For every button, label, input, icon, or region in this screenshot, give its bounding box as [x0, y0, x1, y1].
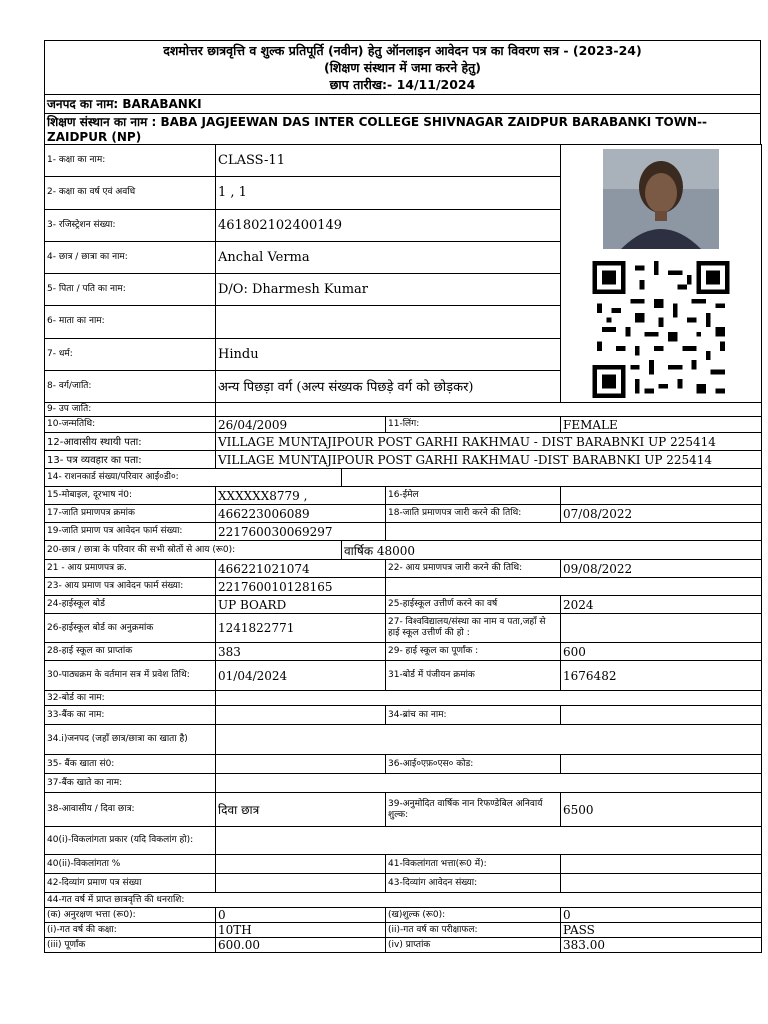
- field-value: PASS: [561, 923, 762, 938]
- field-label: 20-छात्र / छात्रा के परिवार की सभी स्रोतों से आय (रू0):: [45, 541, 342, 560]
- field-value: VILLAGE MUNTAJIPOUR POST GARHI RAKHMAU -DIST BARABNKI UP 225414: [216, 451, 762, 469]
- field-value: [561, 855, 762, 874]
- table-row: [45, 541, 762, 560]
- table-row: [45, 755, 762, 774]
- field-value: 01/04/2024: [216, 661, 386, 691]
- table-row: [45, 451, 762, 469]
- field-value: D/O: Dharmesh Kumar: [216, 274, 561, 306]
- field-value: CLASS-11: [216, 145, 561, 177]
- table-row: [45, 938, 762, 953]
- field-label: 5- पिता / पति का नाम:: [45, 274, 216, 306]
- form-table: [44, 144, 762, 953]
- field-value: अन्य पिछड़ा वर्ग (अल्प संख्यक पिछड़े वर्ग को छोड़कर): [216, 370, 561, 402]
- table-row: [45, 560, 762, 578]
- field-label: 27- विश्वविद्यालय/संस्था का नाम व पता,जहाँ से हाई स्कूल उत्तीर्ण की हो :: [386, 614, 561, 643]
- table-row: [45, 893, 762, 908]
- field-label: 36-आई०एफ़०एस० कोड:: [386, 755, 561, 774]
- field-value: 221760010128165: [216, 578, 386, 596]
- field-label: 2- कक्षा का वर्ष एवं अवधि: [45, 177, 216, 209]
- form-subtitle: (शिक्षण संस्थान में जमा करने हेतु): [323, 60, 482, 75]
- field-label: 15-मोबाइल, दूरभाष नं0:: [45, 487, 216, 505]
- field-label: 33-बैंक का नाम:: [45, 706, 216, 725]
- field-value: [216, 755, 386, 774]
- field-value: 07/08/2022: [561, 505, 762, 523]
- field-label: 23- आय प्रमाण पत्र आवेदन फार्म संख्या:: [45, 578, 216, 596]
- field-label: (iv) प्राप्तांक: [386, 938, 561, 953]
- field-label: (i)-गत वर्ष की कक्षा:: [45, 923, 216, 938]
- print-date: छाप तारीख:- 14/11/2024: [329, 77, 476, 92]
- table-row: [45, 855, 762, 874]
- table-row: [45, 433, 762, 451]
- table-row: [45, 661, 762, 691]
- field-value: [216, 403, 762, 417]
- field-label: 8- वर्ग/जाति:: [45, 370, 216, 402]
- table-row: [45, 793, 762, 827]
- field-value: 0: [561, 908, 762, 923]
- table-row: [45, 706, 762, 725]
- field-value: [561, 487, 762, 505]
- table-row: [45, 874, 762, 893]
- field-label: 35- बैंक खाता सं0:: [45, 755, 216, 774]
- field-label: 6- माता का नाम:: [45, 306, 216, 338]
- district-line: जनपद का नाम: BARABANKI: [44, 94, 761, 113]
- table-row: [45, 596, 762, 614]
- field-label: 42-दिव्यांग प्रमाण पत्र संख्या: [45, 874, 216, 893]
- field-label: 37-बैंक खाते का नाम:: [45, 774, 216, 793]
- field-label: 30-पाठ्यक्रम के वर्तमान सत्र में प्रवेश तिथि:: [45, 661, 216, 691]
- field-label: 34-ब्रांच का नाम:: [386, 706, 561, 725]
- field-label: 3- रजिस्ट्रेशन संख्या:: [45, 209, 216, 241]
- field-value: [561, 755, 762, 774]
- field-value: [342, 469, 762, 487]
- field-value: वार्षिक 48000: [342, 541, 762, 560]
- field-label: (ii)-गत वर्ष का परीक्षाफल:: [386, 923, 561, 938]
- field-value: 1676482: [561, 661, 762, 691]
- field-label: 16-ईमेल: [386, 487, 561, 505]
- field-label: 38-आवासीय / दिवा छात्र:: [45, 793, 216, 827]
- field-value: 221760030069297: [216, 523, 386, 541]
- table-row: [45, 691, 762, 706]
- field-label: 19-जाति प्रमाण पत्र आवेदन फार्म संख्या:: [45, 523, 216, 541]
- field-value: 26/04/2009: [216, 417, 386, 433]
- field-value: 0: [216, 908, 386, 923]
- field-label: 40(i)-विकलांगता प्रकार (यदि विकलांग हो):: [45, 827, 216, 855]
- field-label: 40(ii)-विकलांगता %: [45, 855, 216, 874]
- field-label: 1- कक्षा का नाम:: [45, 145, 216, 177]
- field-value: [386, 578, 762, 596]
- field-value: 383.00: [561, 938, 762, 953]
- table-row: [45, 523, 762, 541]
- field-label: (क) अनुरक्षण भत्ता (रू0):: [45, 908, 216, 923]
- table-row: [45, 403, 762, 417]
- field-value: 2024: [561, 596, 762, 614]
- field-label: 10-जन्मतिथि:: [45, 417, 216, 433]
- institution-line: शिक्षण संस्थान का नाम : BABA JAGJEEWAN DAS INTER COLLEGE SHIVNAGAR ZAIDPUR BARABANKI TOWN--ZAIDPUR (NP): [44, 113, 761, 144]
- field-label: 44-गत वर्ष में प्राप्त छात्रवृत्ति की धनराशि:: [45, 893, 762, 908]
- field-label: 11-लिंग:: [386, 417, 561, 433]
- field-value: दिवा छात्र: [216, 793, 386, 827]
- table-row: [45, 725, 762, 755]
- form-title: दशमोत्तर छात्रवृत्ति व शुल्क प्रतिपूर्ति (नवीन) हेतु ऑनलाइन आवेदन पत्र का विवरण सत्र - (2023-24): [163, 43, 642, 58]
- field-value: UP BOARD: [216, 596, 386, 614]
- field-label: (ख)शुल्क (रू0):: [386, 908, 561, 923]
- field-label: 34.i)जनपद (जहाँ छात्र/छात्रा का खाता है): [45, 725, 216, 755]
- field-value: [561, 706, 762, 725]
- table-row: [45, 643, 762, 661]
- form-header: [44, 40, 761, 94]
- field-value: [216, 874, 386, 893]
- field-label: 26-हाईस्कूल बोर्ड का अनुक्रमांक: [45, 614, 216, 643]
- table-row: [45, 908, 762, 923]
- table-row: [45, 774, 762, 793]
- field-label: 24-हाईस्कूल बोर्ड: [45, 596, 216, 614]
- field-label: 28-हाई स्कूल का प्राप्तांक: [45, 643, 216, 661]
- field-value: Hindu: [216, 338, 561, 370]
- table-row: [45, 505, 762, 523]
- field-value: 6500: [561, 793, 762, 827]
- field-value: [561, 874, 762, 893]
- field-label: 22- आय प्रमाणपत्र जारी करने की तिथि:: [386, 560, 561, 578]
- table-row: [45, 578, 762, 596]
- field-label: 32-बोर्ड का नाम:: [45, 691, 216, 706]
- field-label: 18-जाति प्रमाणपत्र जारी करने की तिथि:: [386, 505, 561, 523]
- field-label: 9- उप जाति:: [45, 403, 216, 417]
- field-label: 41-विकलांगता भत्ता(रू0 में):: [386, 855, 561, 874]
- table-row: [45, 487, 762, 505]
- table-row: [45, 417, 762, 433]
- field-value: 466223006089: [216, 505, 386, 523]
- field-value: [561, 614, 762, 643]
- field-value: 383: [216, 643, 386, 661]
- field-value: Anchal Verma: [216, 241, 561, 273]
- field-value: [216, 827, 762, 855]
- field-value: XXXXXX8779 ,: [216, 487, 386, 505]
- field-value: FEMALE: [561, 417, 762, 433]
- field-label: 13- पत्र व्यवहार का पता:: [45, 451, 216, 469]
- field-value: 09/08/2022: [561, 560, 762, 578]
- field-label: (iii) पूर्णांक: [45, 938, 216, 953]
- qr-code: [564, 261, 758, 398]
- field-value: VILLAGE MUNTAJIPOUR POST GARHI RAKHMAU - DIST BARABNKI UP 225414: [216, 433, 762, 451]
- field-value: [216, 855, 386, 874]
- field-value: [216, 306, 561, 338]
- table-row: [45, 827, 762, 855]
- field-value: [216, 725, 762, 755]
- field-label: 21 - आय प्रमाणपत्र क्र.: [45, 560, 216, 578]
- field-value: [216, 774, 762, 793]
- field-value: [216, 706, 386, 725]
- field-label: 25-हाईस्कूल उत्तीर्ण करने का वर्ष: [386, 596, 561, 614]
- field-value: 1241822771: [216, 614, 386, 643]
- field-label: 17-जाति प्रमाणपत्र क्रमांक: [45, 505, 216, 523]
- field-value: 10TH: [216, 923, 386, 938]
- field-label: 7- धर्म:: [45, 338, 216, 370]
- field-label: 4- छात्र / छात्रा का नाम:: [45, 241, 216, 273]
- field-label: 39-अनुमोदित वार्षिक नान रिफण्डेबिल अनिवार्य शुल्क:: [386, 793, 561, 827]
- field-value: 600: [561, 643, 762, 661]
- field-value: 1 , 1: [216, 177, 561, 209]
- photo-qr-cell: [561, 145, 762, 403]
- field-label: 29- हाई स्कूल का पूर्णांक :: [386, 643, 561, 661]
- field-value: 466221021074: [216, 560, 386, 578]
- student-photo: [603, 149, 719, 249]
- field-value: 461802102400149: [216, 209, 561, 241]
- table-row: [45, 614, 762, 643]
- table-row: [45, 145, 762, 177]
- field-value: [216, 691, 762, 706]
- table-row: [45, 469, 762, 487]
- field-label: 43-दिव्यांग आवेदन संख्या:: [386, 874, 561, 893]
- field-label: 14- राशनकार्ड संख्या/परिवार आई०डी०:: [45, 469, 342, 487]
- field-value: 600.00: [216, 938, 386, 953]
- field-label: 31-बोर्ड में पंजीयन क्रमांक: [386, 661, 561, 691]
- table-row: [45, 923, 762, 938]
- field-value: [386, 523, 762, 541]
- application-form: [44, 40, 761, 953]
- field-label: 12-आवासीय स्थायी पता:: [45, 433, 216, 451]
